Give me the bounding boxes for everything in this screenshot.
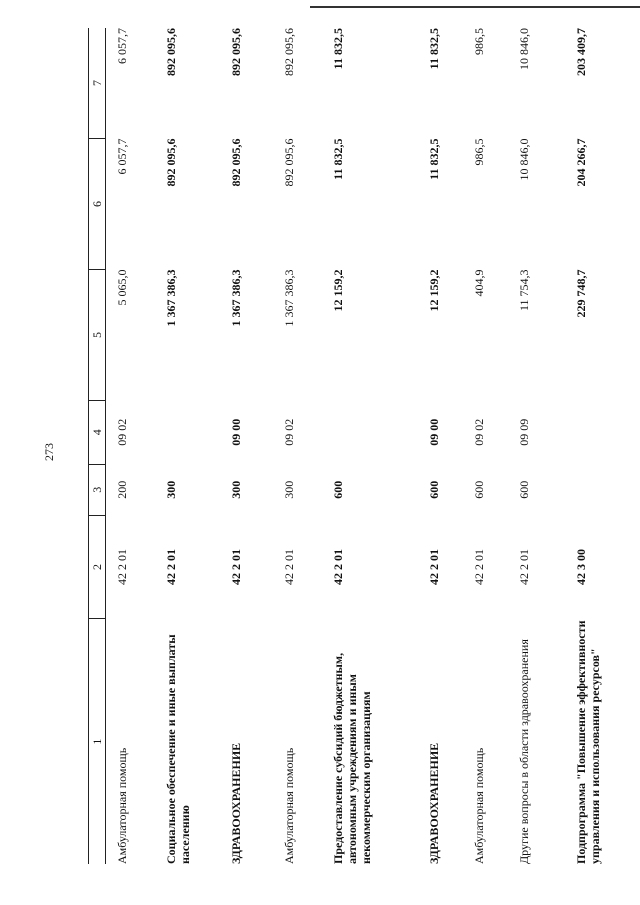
- table-row: [508, 28, 565, 864]
- value-col6: 986,5: [471, 138, 486, 166]
- section-code: [322, 400, 417, 464]
- column-header: 7: [89, 28, 106, 138]
- value-col7: 11 832,5: [426, 28, 441, 70]
- value-col7: 203 409,7: [573, 28, 588, 76]
- table-row: [322, 28, 417, 864]
- row-name: Социальное обеспечение и иные выплаты населению: [164, 634, 193, 864]
- value-col5: 229 748,7: [573, 269, 588, 318]
- value-col7: 892 095,6: [164, 28, 179, 76]
- value-col7: 986,5: [471, 28, 486, 55]
- section-code: 09 00: [426, 418, 441, 446]
- value-col7: 11 832,5: [331, 28, 346, 70]
- table-row: [220, 28, 273, 864]
- expense-type: 300: [229, 480, 244, 499]
- page-number: 273: [42, 443, 56, 461]
- value-col5: 404,9: [471, 269, 486, 297]
- target-code: 42 2 01: [471, 549, 486, 586]
- expense-type: [565, 464, 638, 515]
- table-row: [155, 28, 220, 864]
- value-col6: 6 057,7: [115, 138, 129, 175]
- column-header: 1: [89, 619, 106, 864]
- row-name: ЗДРАВООХРАНЕНИЕ: [426, 742, 441, 864]
- value-col7: 892 095,6: [282, 28, 297, 76]
- column-header: 5: [89, 269, 106, 400]
- value-col7: 6 057,7: [115, 28, 129, 64]
- row-name: Другие вопросы в области здравоохранения: [516, 639, 531, 864]
- value-col6: 11 832,5: [426, 138, 441, 180]
- value-col6: 892 095,6: [282, 138, 297, 187]
- target-code: 42 2 01: [331, 549, 346, 586]
- value-col6: 204 266,7: [573, 138, 588, 187]
- value-col7: 892 095,6: [229, 28, 244, 76]
- budget-table: [88, 28, 638, 864]
- target-code: 42 2 01: [282, 549, 297, 586]
- target-code: 42 2 01: [115, 549, 129, 586]
- target-code: 42 2 01: [229, 549, 244, 586]
- table-row: [463, 28, 508, 864]
- expense-type: 600: [331, 480, 346, 499]
- row-name: ЗДРАВООХРАНЕНИЕ: [229, 742, 244, 864]
- target-code: 42 2 01: [164, 549, 179, 586]
- expense-type: 300: [164, 480, 179, 499]
- value-col5: 12 159,2: [331, 269, 346, 312]
- row-name: Амбулаторная помощь: [282, 747, 297, 864]
- section-code: 09 02: [471, 418, 486, 446]
- table-row: [565, 28, 638, 864]
- section-code: 09 09: [516, 418, 531, 446]
- table-row: [273, 28, 322, 864]
- value-col5: 5 065,0: [115, 269, 129, 306]
- value-col5: 12 159,2: [426, 269, 441, 312]
- row-name: Амбулаторная помощь: [115, 747, 129, 864]
- value-col6: 892 095,6: [164, 138, 179, 187]
- expense-type: 600: [516, 480, 531, 499]
- value-col7: 10 846,0: [516, 28, 531, 70]
- value-col6: 892 095,6: [229, 138, 244, 187]
- section-code: 09 02: [115, 418, 129, 446]
- row-name: Предоставление субсидий бюджетным, автономным учреждениям и иным некоммерческим организациям: [331, 652, 374, 864]
- target-code: 42 2 01: [516, 549, 531, 586]
- target-code: 42 2 01: [426, 549, 441, 586]
- expense-type: 600: [471, 480, 486, 499]
- expense-type: 600: [426, 480, 441, 499]
- column-header: 3: [89, 464, 106, 515]
- table-row: [418, 28, 463, 864]
- table-header-row: [89, 28, 106, 864]
- value-col5: 1 367 386,3: [282, 269, 297, 327]
- row-name: Подпрограмма "Повышение эффективности управления и использования ресурсов": [573, 620, 602, 864]
- column-header: 6: [89, 138, 106, 269]
- value-col5: 1 367 386,3: [229, 269, 244, 327]
- value-col5: 1 367 386,3: [164, 269, 179, 327]
- row-name: Амбулаторная помощь: [471, 747, 486, 864]
- value-col6: 11 832,5: [331, 138, 346, 180]
- top-edge-line: [310, 6, 640, 8]
- column-header: 4: [89, 400, 106, 464]
- section-code: 09 00: [229, 418, 244, 446]
- target-code: 42 3 00: [573, 549, 588, 586]
- value-col6: 10 846,0: [516, 138, 531, 181]
- expense-type: 200: [115, 480, 129, 499]
- section-code: [155, 400, 220, 464]
- table-row: [106, 28, 156, 864]
- value-col5: 11 754,3: [516, 269, 531, 312]
- expense-type: 300: [282, 480, 297, 499]
- column-header: 2: [89, 515, 106, 619]
- document-page: [62, 28, 640, 905]
- section-code: [565, 400, 638, 464]
- section-code: 09 02: [282, 418, 297, 446]
